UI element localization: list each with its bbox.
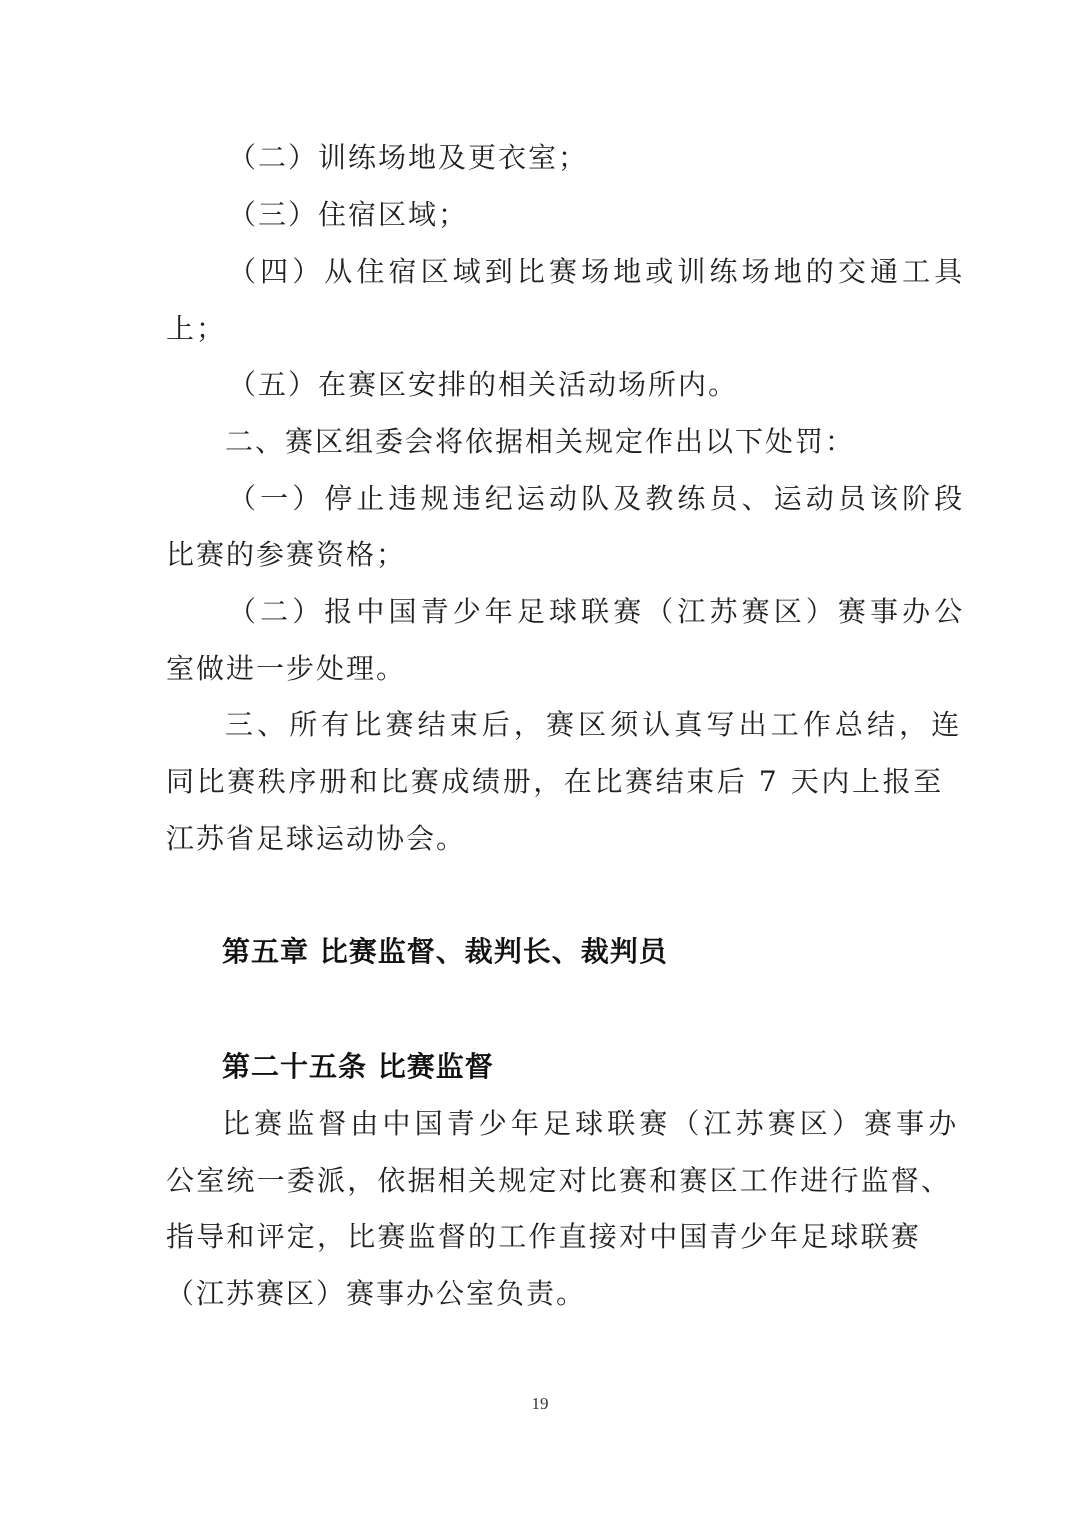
article-line: 比赛监督由中国青少年足球联赛（江苏赛区）赛事办 (222, 1107, 961, 1140)
body-line: （四）从住宿区域到比赛场地或训练场地的交通工具 (228, 255, 967, 288)
body-line: 上； (166, 312, 227, 345)
body-line: 江苏省足球运动协会。 (166, 822, 467, 855)
body-line: （三）住宿区域； (228, 198, 469, 231)
body-line: （二）报中国青少年足球联赛（江苏赛区）赛事办公 (228, 595, 967, 628)
body-line: （五）在赛区安排的相关活动场所内。 (228, 368, 739, 401)
body-line: 比赛的参赛资格； (166, 538, 407, 571)
article-line: （江苏赛区）赛事办公室负责。 (166, 1277, 587, 1310)
body-line: 二、赛区组委会将依据相关规定作出以下处罚： (225, 425, 856, 458)
chapter-heading: 第五章 比赛监督、裁判长、裁判员 (222, 935, 668, 968)
article-line: 指导和评定，比赛监督的工作直接对中国青少年足球联赛 (166, 1220, 922, 1253)
page-number: 19 (531, 1394, 549, 1413)
article-heading: 第二十五条 比赛监督 (222, 1050, 494, 1083)
body-line: 三、所有比赛结束后，赛区须认真写出工作总结，连 (225, 708, 964, 741)
body-line: （二）训练场地及更衣室； (228, 141, 589, 174)
body-line: 室做进一步处理。 (166, 652, 407, 685)
body-line: （一）停止违规违纪运动队及教练员、运动员该阶段 (228, 482, 967, 515)
article-line: 公室统一委派，依据相关规定对比赛和赛区工作进行监督、 (166, 1164, 952, 1197)
body-line: 同比赛秩序册和比赛成绩册，在比赛结束后 7 天内上报至 (166, 765, 944, 798)
